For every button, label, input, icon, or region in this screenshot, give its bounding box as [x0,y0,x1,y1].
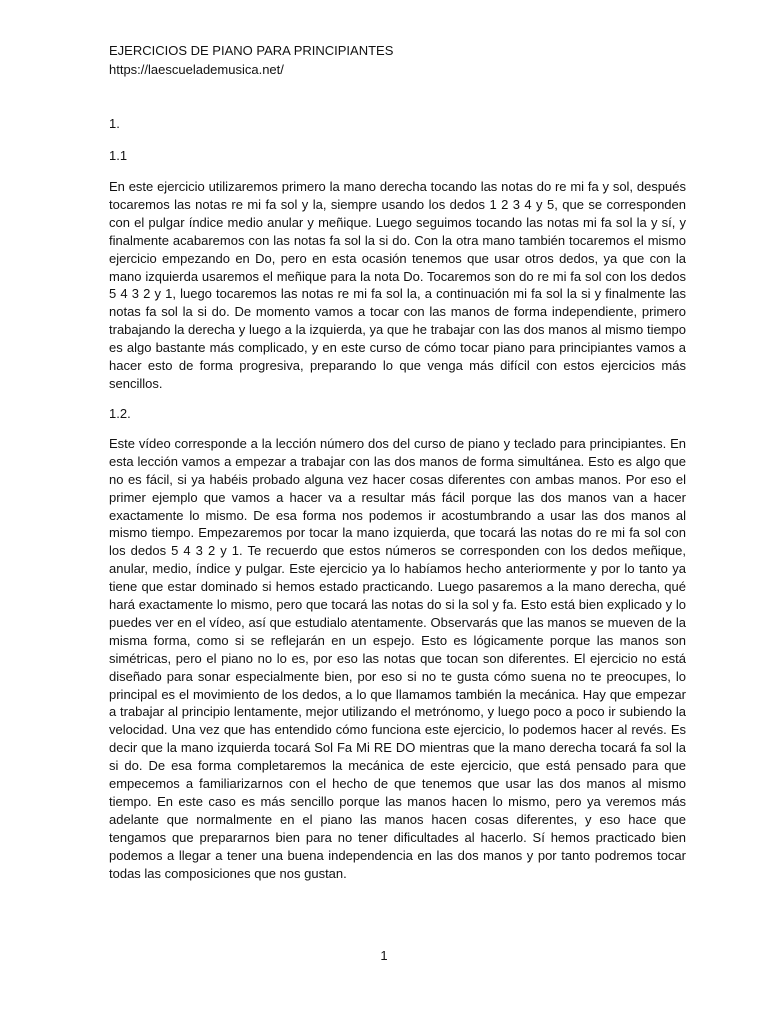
document-url: https://laescuelademusica.net/ [109,62,284,77]
page-number: 1 [380,948,388,963]
paragraph-1-1: En este ejercicio utilizaremos primero la mano derecha tocando las notas do re mi fa y sol, después tocaremos las notas re mi fa sol y la, siempre usando los dedos 1 2 3 4 y 5, que se corresponden con el pulgar índice medio anular y meñique. Luego seguimos tocando las notas mi fa sol la y sí, y finalmente acabaremos con las notas fa sol la si do. Con la otra mano también tocaremos el mismo ejercicio empezando en Do, pero en esta ocasión tenemos que usar otros dedos, ya que con la mano izquierda usaremos el meñique para la nota Do. Tocaremos son do re mi fa sol con los dedos 5 4 3 2 y 1, luego tocaremos las notas re mi fa sol la, a continuación mi fa sol la si y finalmente las notas fa sol la si do. De momento vamos a tocar con las manos de forma independiente, primero trabajando la derecha y luego a la izquierda, ya que he trabajar con las dos manos al mismo tiempo es algo bastante más complicado, y en este curso de cómo tocar piano para principiantes vamos a hacer esto de forma progresiva, preparando lo que venga más difícil con estos ejercicios más sencillos. [109,179,686,391]
section-number-1-1: 1.1 [109,148,128,163]
paragraph-1-2: Este vídeo corresponde a la lección número dos del curso de piano y teclado para principiantes. En esta lección vamos a empezar a trabajar con las dos manos de forma simultánea. Esto es algo que no es fácil, si ya habéis probado alguna vez hacer cosas diferentes con ambas manos. Por eso el primer ejemplo que vamos a hacer va a resultar más fácil porque las dos manos van a hacer exactamente lo mismo. De esa forma nos podemos ir acostumbrando a usar las dos manos al mismo tiempo. Empezaremos por tocar la mano izquierda, que tocará las notas do re mi fa sol con los dedos 5 4 3 2 y 1. Te recuerdo que estos números se corresponden con los dedos meñique, anular, medio, índice y pulgar. Este ejercicio ya lo habíamos hecho anteriormente y por lo tanto ya tiene que estar dominado si hemos estado practicando. Luego pasaremos a la mano derecha, qué hará exactamente lo mismo, pero que tocará las notas do si la sol y fa. Esto está bien explicado y lo puedes ver en el vídeo, así que estudialo atentamente. Observarás que las manos se mueven de la misma forma, como si se reflejarán en un espejo. Esto es lógicamente porque las manos son simétricas, pero el piano no lo es, por eso las notas que tocan son diferentes. El ejercicio no está diseñado para sonar especialmente bien, por eso si no te gusta cómo suena no te preocupes, lo principal es el movimiento de los dedos, a lo que llamamos también la mecánica. Hay que empezar a trabajar al principio lentamente, mejor utilizando el metrónomo, y luego poco a poco ir subiendo la velocidad. Una vez que has entendido cómo funciona este ejercicio, lo podemos hacer al revés. Es decir que la mano izquierda tocará Sol Fa Mi RE DO mientras que la mano derecha tocará fa sol la si do. De esa forma completaremos la mecánica de este ejercicio, que está pensado para que empecemos a familiarizarnos con el hecho de que tenemos que usar las dos manos al mismo tiempo. En este caso es más sencillo porque las manos hacen lo mismo, pero ya veremos más adelante que normalmente en el piano las manos hacen cosas diferentes, y eso hace que tengamos que prepararnos bien para no tener dificultades al hacerlo. Sí hemos practicado bien podemos a llegar a tener una buena independencia en las dos manos y por tanto podremos tocar todas las composiciones que nos gustan. [109,435,686,881]
section-number-1: 1. [109,116,120,131]
document-page [109,41,686,883]
document-title: EJERCICIOS DE PIANO PARA PRINCIPIANTES [109,43,394,58]
section-number-1-2: 1.2. [109,405,131,421]
